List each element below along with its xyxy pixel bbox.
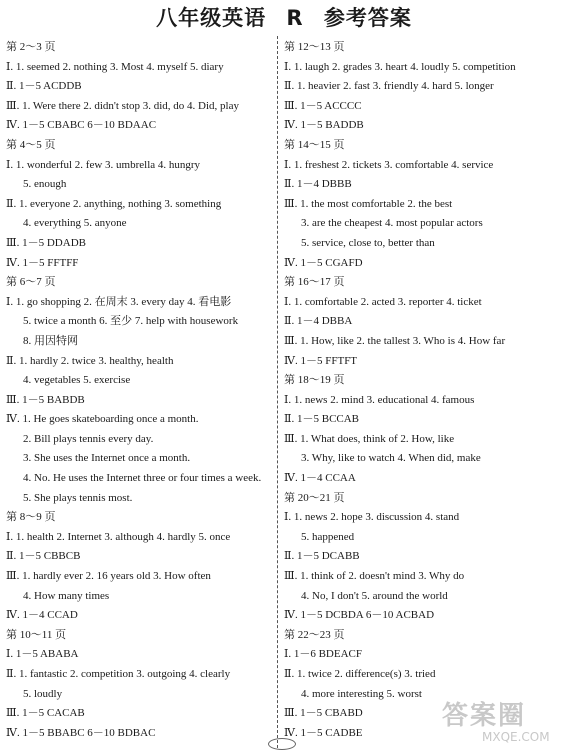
- page-number-oval: [268, 738, 296, 750]
- answer-line: 3. Why, like to watch 4. When did, make: [301, 452, 481, 465]
- answer-line: Ⅳ. 1. He goes skateboarding once a month.: [6, 413, 199, 426]
- answer-line: 4. How many times: [23, 589, 110, 602]
- answer-line: Ⅱ. 1. heavier 2. fast 3. friendly 4. hard 5. longer: [284, 80, 494, 93]
- answer-line: Ⅳ. 1－5 FFTFT: [284, 354, 358, 367]
- answer-line: 2. Bill plays tennis every day.: [23, 432, 154, 445]
- answer-line: Ⅲ. 1－5 BABDB: [6, 393, 85, 406]
- answer-line: 3. are the cheapest 4. most popular actors: [301, 217, 483, 230]
- answer-line: Ⅱ. 1－4 DBBA: [284, 315, 353, 328]
- section-heading: 第 10～11 页: [6, 628, 67, 641]
- answer-line: Ⅰ. 1－5 ABABA: [6, 648, 79, 661]
- answer-line: Ⅱ. 1. everyone 2. anything, nothing 3. something: [6, 197, 222, 210]
- section-heading: 第 12～13 页: [284, 41, 345, 53]
- section-heading: 第 8～9 页: [6, 511, 56, 524]
- answer-line: Ⅳ. 1－5 CGAFD: [284, 256, 363, 269]
- watermark-url: MXQE.COM: [482, 730, 550, 744]
- answer-line: Ⅰ. 1－6 BDEACF: [284, 648, 362, 661]
- answer-line: Ⅱ. 1. fantastic 2. competition 3. outgoing 4. clearly: [6, 668, 231, 680]
- section-heading: 第 16～17 页: [284, 276, 345, 289]
- answer-line: Ⅰ. 1. news 2. hope 3. discussion 4. stand: [284, 511, 460, 524]
- answer-line: Ⅰ. 1. freshest 2. tickets 3. comfortable 4. service: [284, 158, 494, 171]
- answer-line: Ⅲ. 1－5 DDADB: [6, 236, 86, 249]
- answer-line: 5. enough: [23, 178, 67, 191]
- answer-line: Ⅲ. 1. the most comfortable 2. the best: [284, 197, 453, 210]
- answer-line: Ⅰ. 1. wonderful 2. few 3. umbrella 4. hungry: [6, 158, 201, 171]
- answer-line: Ⅰ. 1. comfortable 2. acted 3. reporter 4. ticket: [284, 295, 482, 308]
- answer-line: Ⅳ. 1－5 CADBE: [284, 726, 363, 739]
- answer-line: Ⅳ. 1－5 CBABC 6－10 BDAAC: [6, 119, 157, 132]
- section-heading: 第 6～7 页: [6, 276, 56, 289]
- answer-line: Ⅲ. 1. What does, think of 2. How, like: [284, 432, 455, 445]
- column-divider: [277, 36, 278, 748]
- watermark: [442, 702, 562, 748]
- answer-line: Ⅱ. 1. hardly 2. twice 3. healthy, health: [6, 354, 174, 367]
- answer-line: Ⅱ. 1－5 DCABB: [284, 550, 360, 563]
- section-heading: 第 2～3 页: [6, 41, 56, 53]
- answer-line: 4. No, I don't 5. around the world: [301, 589, 448, 602]
- answer-line: Ⅱ. 1－5 ACDDB: [6, 80, 82, 93]
- answer-line: Ⅳ. 1－4 CCAA: [284, 472, 356, 485]
- answer-line: Ⅰ. 1. news 2. mind 3. educational 4. famous: [284, 393, 475, 406]
- section-heading: 第 22～23 页: [284, 628, 345, 641]
- answer-line: Ⅳ. 1－5 FFTFF: [6, 256, 79, 269]
- title-main: 八年级英语: [156, 6, 267, 30]
- answer-line: 5. loudly: [23, 687, 63, 700]
- section-heading: 第 14～15 页: [284, 138, 345, 151]
- answer-line: 5. happened: [301, 530, 355, 543]
- answer-line: Ⅲ. 1. hardly ever 2. 16 years old 3. How often: [6, 570, 211, 583]
- answer-line: Ⅰ. 1. go shopping 2. 在周末 3. every day 4. 看电影: [6, 295, 232, 308]
- answer-line: 4. vegetables 5. exercise: [23, 374, 131, 387]
- answer-line: Ⅲ. 1. Were there 2. didn't stop 3. did, do 4. Did, play: [6, 99, 239, 112]
- answer-line: 4. more interesting 5. worst: [301, 687, 422, 700]
- right-column: [284, 38, 564, 743]
- answer-line: 5. service, close to, better than: [301, 236, 435, 249]
- answer-line: 4. No. He uses the Internet three or four times a week.: [23, 472, 262, 485]
- answer-line: Ⅲ. 1－5 ACCCC: [284, 99, 362, 112]
- answer-line: 5. She plays tennis most.: [23, 491, 133, 504]
- answer-line: Ⅲ. 1－5 CBABD: [284, 707, 363, 720]
- answer-line: Ⅰ. 1. health 2. Internet 3. although 4. hardly 5. once: [6, 530, 231, 543]
- answer-line: Ⅳ. 1－5 DCBDA 6－10 ACBAD: [284, 609, 435, 622]
- answer-line: Ⅳ. 1－5 BADDB: [284, 119, 364, 132]
- answer-line: Ⅱ. 1－5 CBBCB: [6, 550, 81, 563]
- answer-line: Ⅰ. 1. laugh 2. grades 3. heart 4. loudly 5. competition: [284, 60, 516, 73]
- answer-line: Ⅱ. 1－4 DBBB: [284, 178, 352, 191]
- answer-line: 5. twice a month 6. 至少 7. help with housework: [23, 315, 239, 328]
- section-heading: 第 20～21 页: [284, 491, 345, 504]
- answer-line: Ⅲ. 1. How, like 2. the tallest 3. Who is 4. How far: [284, 334, 506, 347]
- page-title: [0, 2, 568, 32]
- answer-line: 4. everything 5. anyone: [23, 217, 127, 230]
- section-heading: 第 18～19 页: [284, 374, 345, 387]
- answer-line: Ⅳ. 1－5 BBABC 6－10 BDBAC: [6, 726, 156, 739]
- left-column: [6, 38, 274, 743]
- answer-line: 8. 用因特网: [23, 334, 78, 347]
- title-edition: R: [286, 6, 304, 30]
- watermark-logo-text: 答案圈: [442, 701, 527, 731]
- answer-line: Ⅰ. 1. seemed 2. nothing 3. Most 4. myself 5. diary: [6, 60, 224, 73]
- section-heading: 第 4～5 页: [6, 138, 56, 151]
- answer-line: Ⅱ. 1－5 BCCAB: [284, 413, 360, 426]
- answer-line: Ⅳ. 1－4 CCAD: [6, 609, 78, 622]
- title-suffix: 参考答案: [323, 6, 412, 30]
- answer-line: Ⅲ. 1－5 CACAB: [6, 707, 85, 720]
- answer-line: 3. She uses the Internet once a month.: [23, 452, 191, 465]
- answer-line: Ⅱ. 1. twice 2. difference(s) 3. tried: [284, 668, 436, 680]
- answer-line: Ⅲ. 1. think of 2. doesn't mind 3. Why do: [284, 570, 465, 583]
